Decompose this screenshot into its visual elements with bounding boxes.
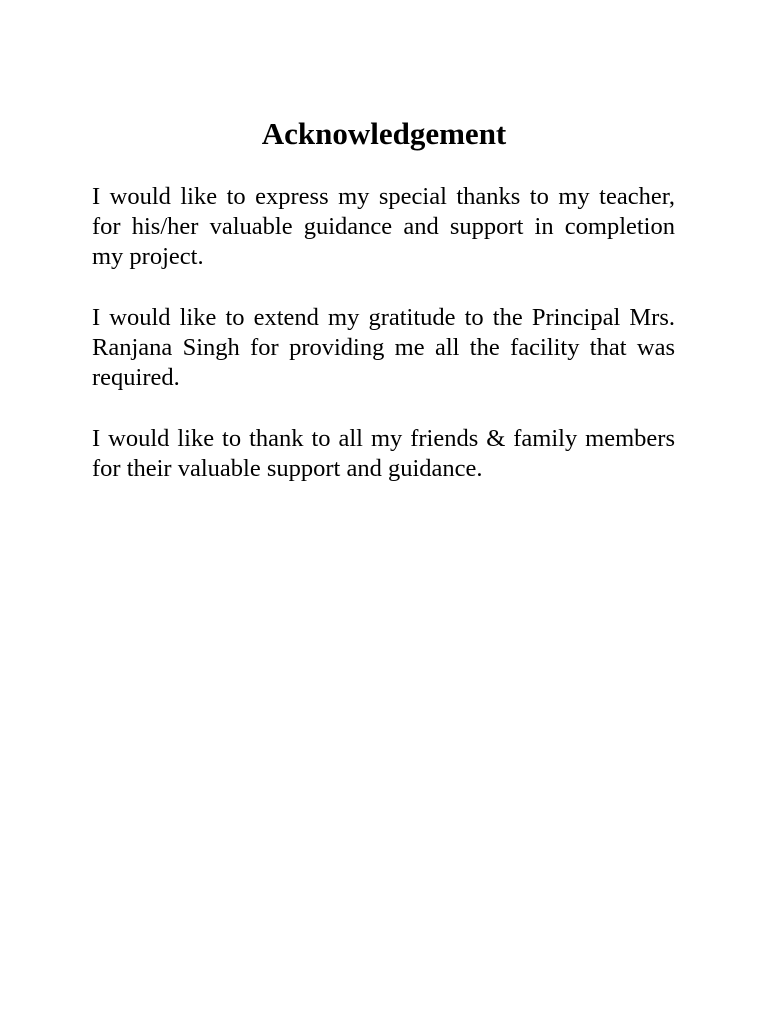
paragraph-friends-family-thanks: I would like to thank to all my friends & family members for their valuable support and guidance. xyxy=(92,425,675,482)
paragraph-principal-gratitude: I would like to extend my gratitude to the Principal Mrs. Ranjana Singh for providing me all the facility that was required. xyxy=(92,304,675,391)
document-body xyxy=(92,182,675,515)
page-title: Acknowledgement xyxy=(261,116,507,151)
paragraph-teacher-thanks: I would like to express my special thanks to my teacher, for his/her valuable guidance and support in completion my project. xyxy=(92,183,675,270)
